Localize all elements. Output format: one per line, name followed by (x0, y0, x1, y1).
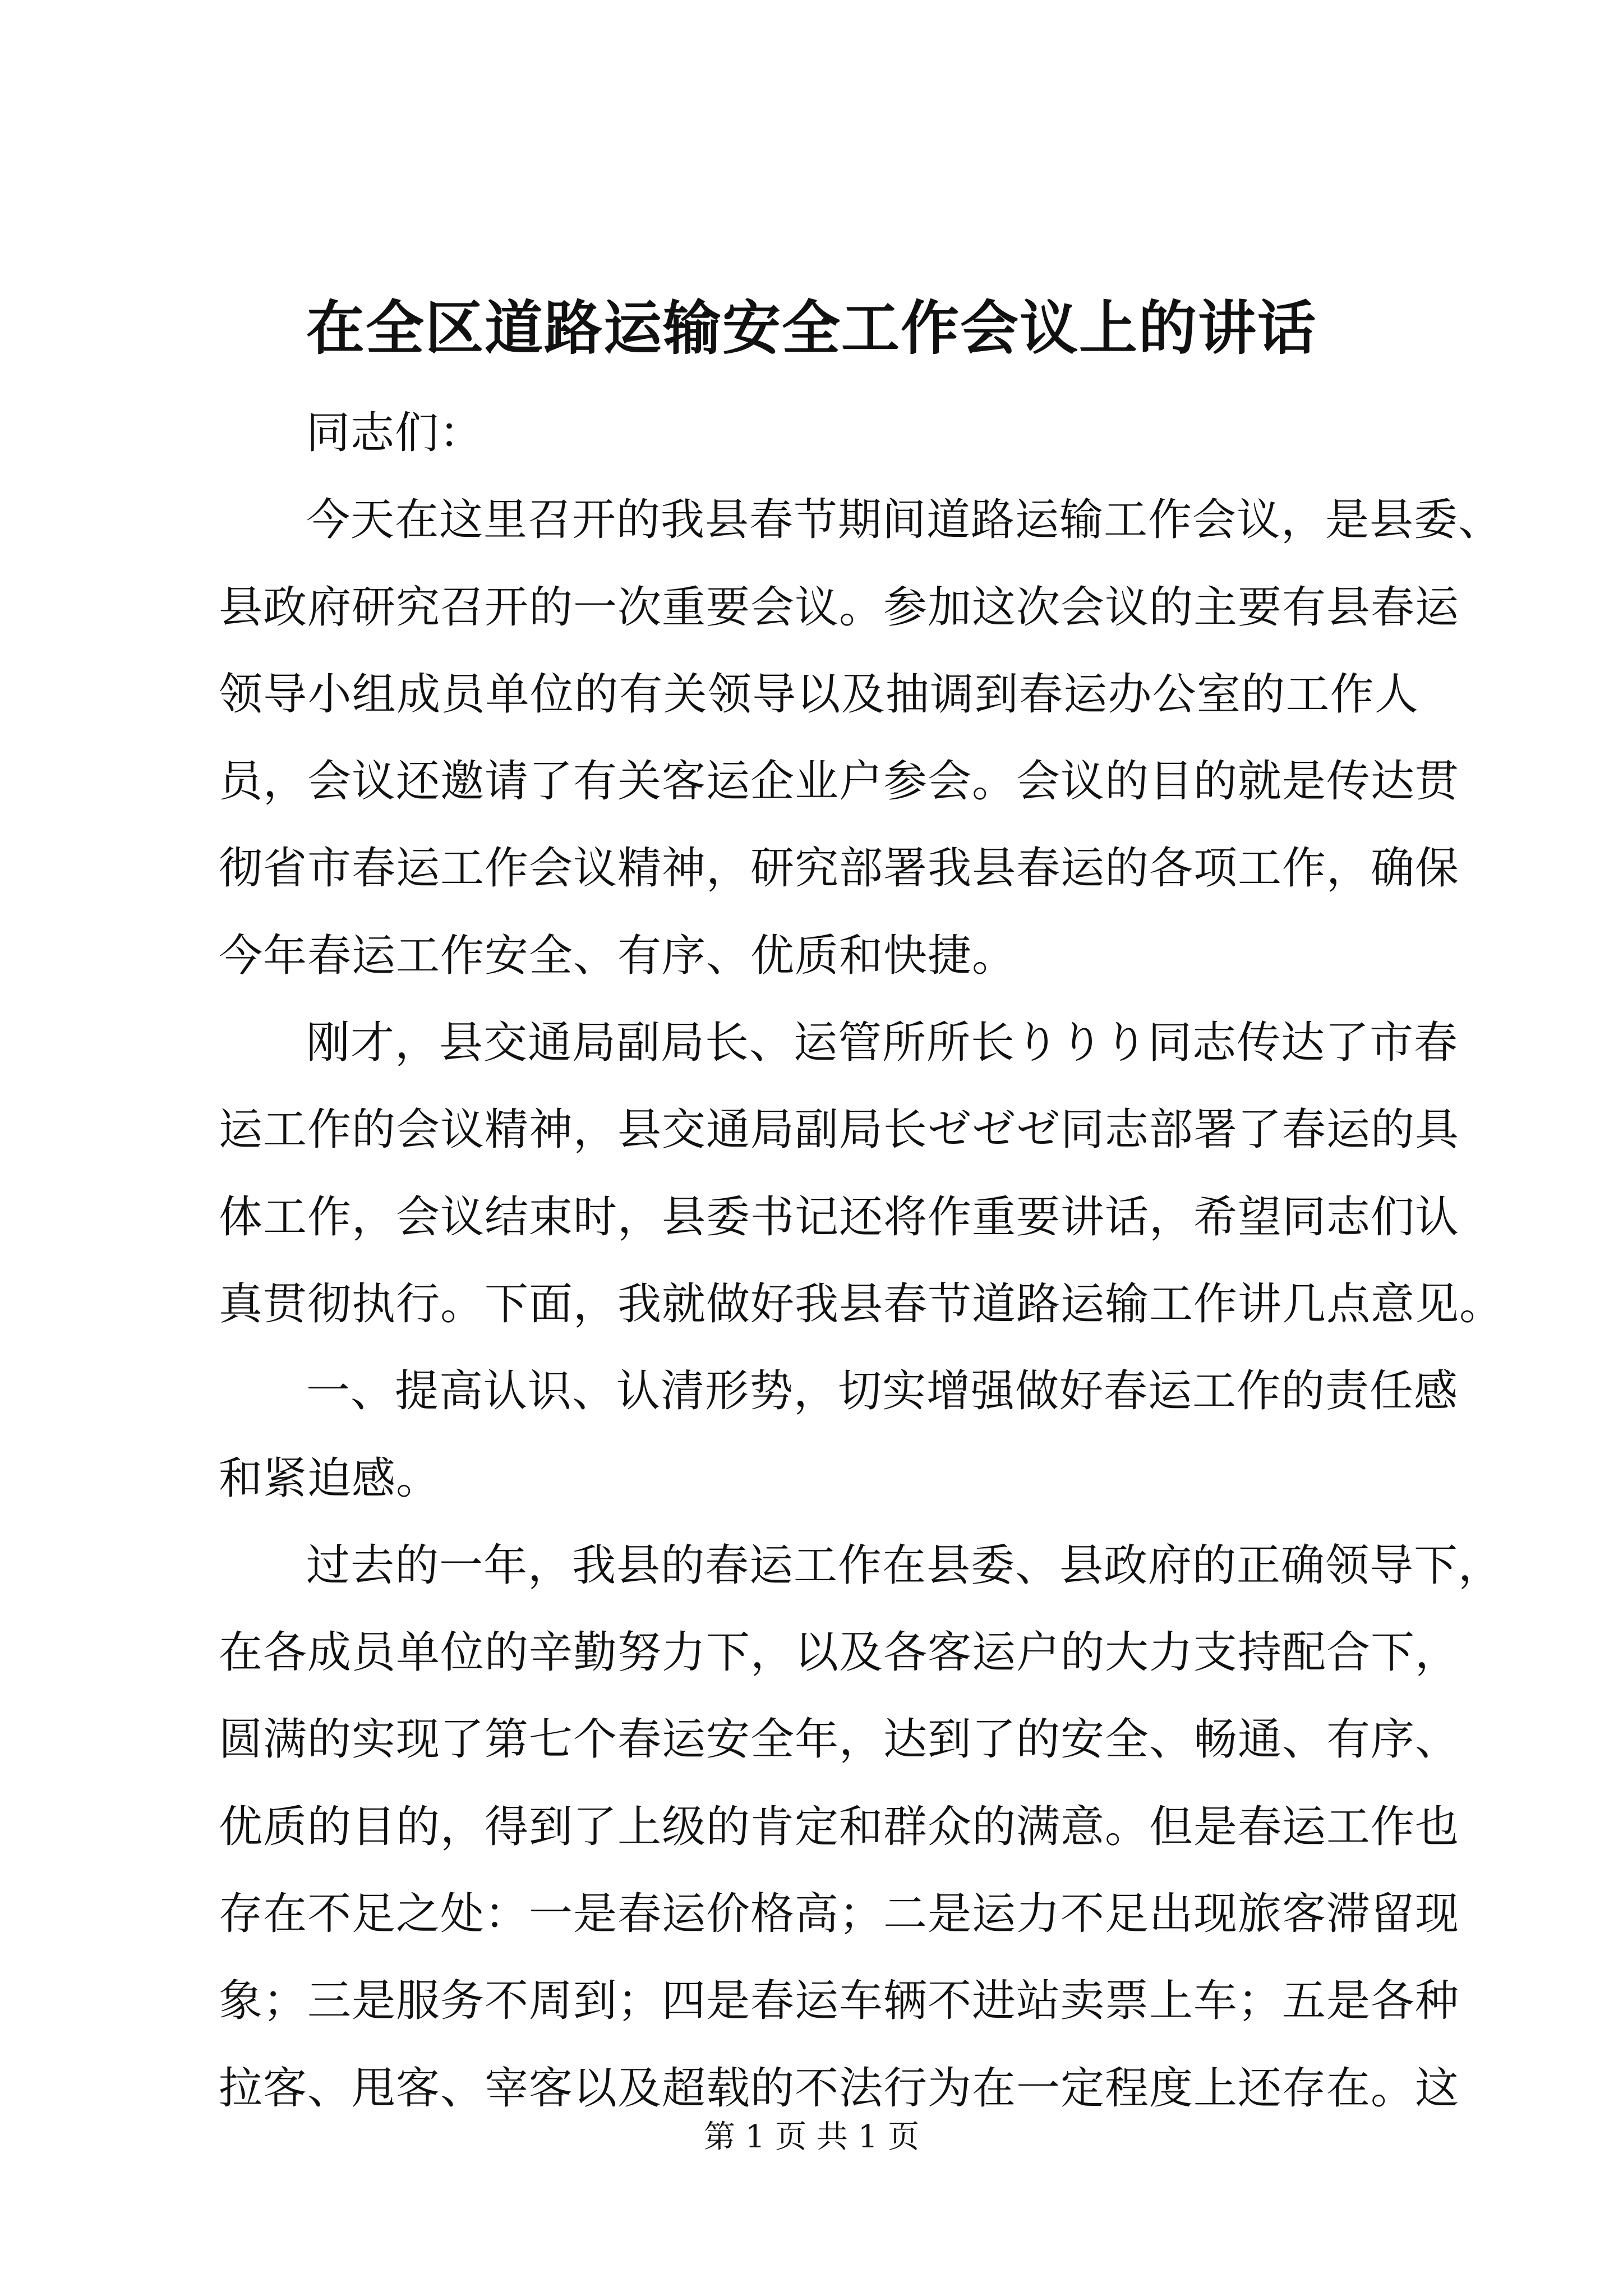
text-line: 圆满的实现了第七个春运安全年，达到了的安全、畅通、有序、 (219, 1714, 1460, 1765)
text-line: 和紧迫感。 (219, 1453, 441, 1504)
page-footer: 第 1 页 共 1 页 (703, 2119, 920, 2155)
text-line: 运工作的会议精神，县交通局副局长ゼゼゼ同志部署了春运的具 (219, 1105, 1460, 1156)
text-line: 过去的一年，我县的春运工作在县委、县政府的正确领导下， (306, 1540, 1503, 1591)
text-line: 优质的目的，得到了上级的肯定和群众的满意。但是春运工作也 (219, 1801, 1460, 1852)
text-line: 县政府研究召开的一次重要会议。参加这次会议的主要有县春运 (219, 582, 1460, 633)
document-title: 在全区道路运输安全工作会议上的讲话 (306, 293, 1317, 362)
text-line: 体工作，会议结束时，县委书记还将作重要讲话，希望同志们认 (219, 1191, 1460, 1243)
text-line: 存在不足之处：一是春运价格高；二是运力不足出现旅客滞留现 (219, 1889, 1460, 1940)
text-line: 彻省市春运工作会议精神，研究部署我县春运的各项工作，确保 (219, 843, 1460, 894)
document-body (219, 390, 1504, 2132)
text-line: 在各成员单位的辛勤努力下，以及各客运户的大力支持配合下， (219, 1627, 1460, 1678)
text-line: 同志们： (306, 408, 484, 458)
text-line: 今年春运工作安全、有序、优质和快捷。 (219, 930, 1017, 981)
text-line: 员，会议还邀请了有关客运企业户参会。会议的目的就是传达贯 (219, 756, 1460, 807)
text-line: 象；三是服务不周到；四是春运车辆不进站卖票上车；五是各种 (219, 1976, 1460, 2027)
text-line: 今天在这里召开的我县春节期间道路运输工作会议，是县委、 (306, 495, 1503, 546)
text-line: 真贯彻执行。下面，我就做好我县春节道路运输工作讲几点意见。 (219, 1278, 1504, 1329)
text-line: 拉客、甩客、宰客以及超载的不法行为在一定程度上还存在。这 (219, 2063, 1460, 2114)
text-line: 刚才，县交通局副局长、运管所所长りりり同志传达了市春 (306, 1018, 1459, 1069)
text-line: 一、提高认识、认清形势，切实增强做好春运工作的责任感 (306, 1366, 1459, 1417)
text-line: 领导小组成员单位的有关领导以及抽调到春运办公室的工作人 (219, 669, 1419, 720)
